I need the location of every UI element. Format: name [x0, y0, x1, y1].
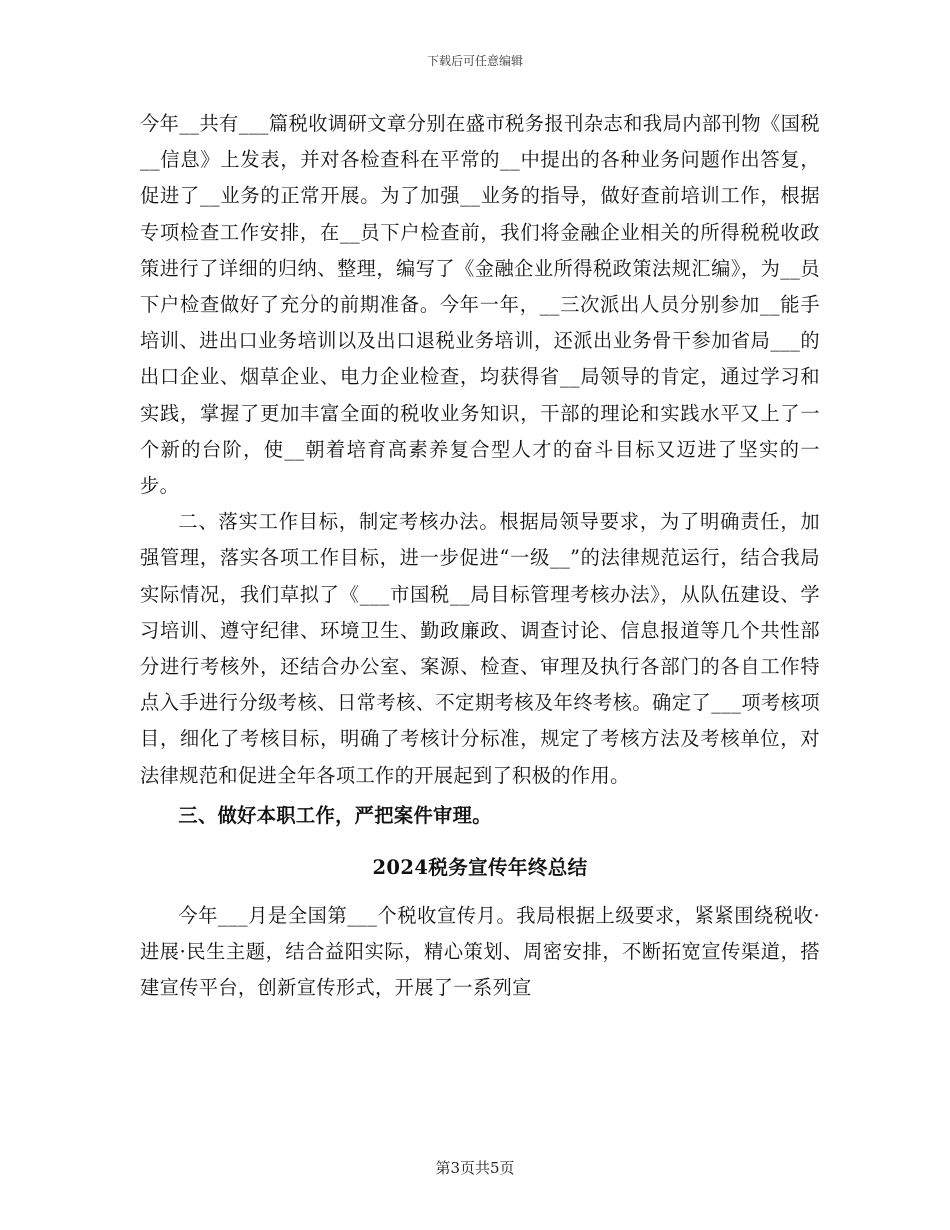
paragraph-2: 二、落实工作目标，制定考核办法。根据局领导要求，为了明确责任，加强管理，落实各项工作目标，进一步促进“一级__”的法律规范运行，结合我局实际情况，我们草拟了《___市国税__局目标管理考核办法》，从队伍建设、学习培训、遵守纪律、环境卫生、勤政廉政、调查讨论、信息报道等几个共性部分进行考核外，还结合办公室、案源、检查、审理及执行各部门的各自工作特点入手进行分级考核、日常考核、不定期考核及年终考核。确定了___项考核项目，细化了考核目标，明确了考核计分标准，规定了考核方法及考核单位，对法律规范和促进全年各项工作的开展起到了积极的作用。 [140, 510, 820, 787]
page-indicator: 第3页共5页 [435, 1159, 515, 1177]
paragraph-3: 今年___月是全国第___个税收宣传月。我局根据上级要求，紧紧围绕税收·进展·民生主题，结合益阳实际，精心策划、周密安排，不断拓宽宣传渠道，搭建宣传平台，创新宣传形式，开展了一系列宣 [140, 904, 820, 1000]
document-body [140, 106, 820, 1007]
header-note: 下载后可任意编辑 [426, 54, 523, 68]
section-heading-3: 三、做好本职工作，严把案件审理。 [178, 803, 492, 827]
paragraph-1: 今年__共有___篇税收调研文章分别在盛市税务报刊杂志和我局内部刊物《国税__信息》上发表，并对各检查科在平常的__中提出的各种业务问题作出答复，促进了__业务的正常开展。为了加强__业务的指导，做好查前培训工作，根据专项检查工作安排，在__员下户检查前，我们将金融企业相关的所得税税收政策进行了详细的归纳、整理，编写了《金融企业所得税政策法规汇编》，为__员下户检查做好了充分的前期准备。今年一年，__三次派出人员分别参加__能手培训、进出口业务培训以及出口退税业务培训，还派出业务骨干参加省局___的出口企业、烟草企业、电力企业检查，均获得省__局领导的肯定，通过学习和实践，掌握了更加丰富全面的税收业务知识，干部的理论和实践水平又上了一个新的台阶，使__朝着培育高素养复合型人才的奋斗目标又迈进了坚实的一步。 [140, 112, 820, 498]
document-title: 2024税务宣传年终总结 [372, 856, 588, 880]
